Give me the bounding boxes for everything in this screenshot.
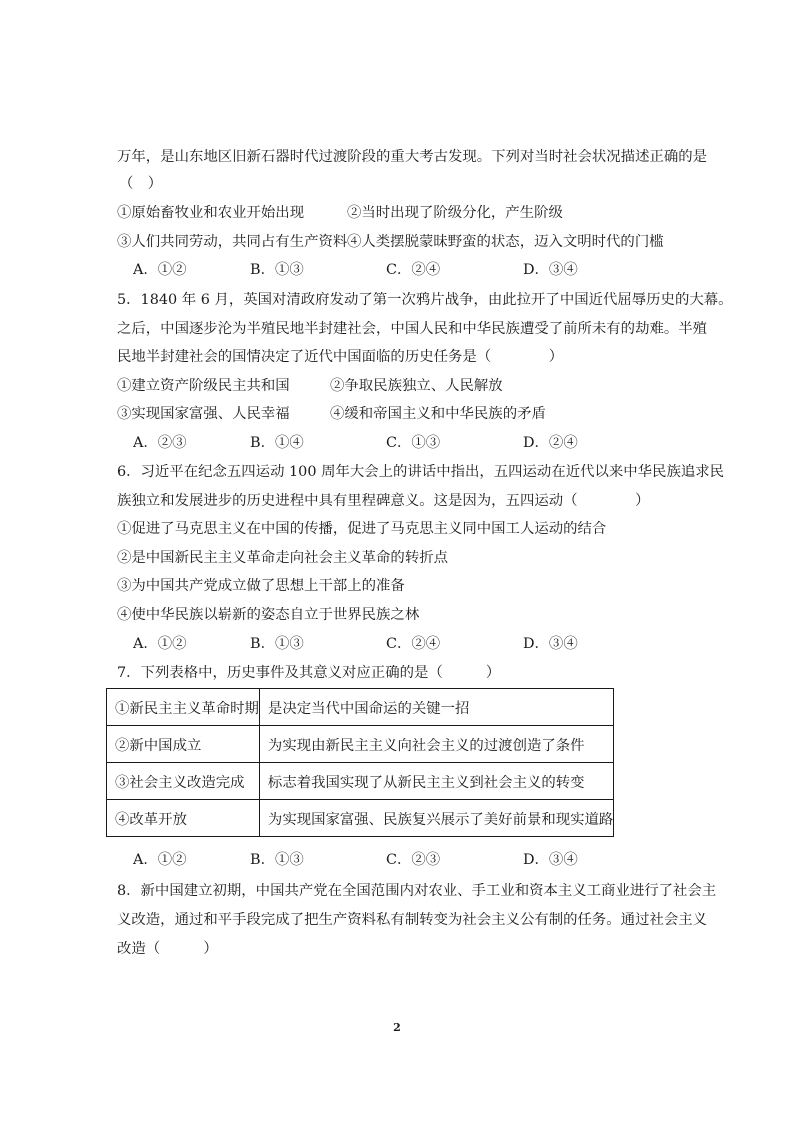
q8-stem-line-1: 8．新中国建立初期，中国共产党在全国范围内对农业、手工业和资本主义工商业进行了社会主 — [117, 883, 717, 899]
q7-option-a[interactable]: A．①② — [133, 852, 187, 868]
significance-cell: 为实现国家富强、民族复兴展示了美好前景和现实道路 — [259, 800, 613, 837]
table-row — [107, 726, 614, 763]
q8-stem-line-2: 义改造，通过和平手段完成了把生产资料私有制转变为社会主义公有制的任务。通过社会主义 — [117, 912, 708, 928]
q4-statement-3: ③人们共同劳动，共同占有生产资料 — [117, 234, 348, 250]
q5-option-c[interactable]: C．①③ — [386, 435, 441, 451]
q6-option-c[interactable]: C．②④ — [386, 636, 441, 652]
q6-statement-2: ②是中国新民主主义革命走向社会主义革命的转折点 — [117, 550, 448, 566]
event-cell: ①新民主主义革命时期 — [107, 689, 260, 726]
q8-stem-line-3: 改造（ ） — [117, 941, 218, 957]
significance-cell: 标志着我国实现了从新民主主义到社会主义的转变 — [259, 763, 613, 800]
q4-statement-2: ②当时出现了阶级分化，产生阶级 — [347, 205, 563, 221]
q4-option-a[interactable]: A．①② — [133, 262, 187, 278]
significance-cell: 为实现由新民主主义向社会主义的过渡创造了条件 — [259, 726, 613, 763]
q6-statement-1: ①促进了马克思主义在中国的传播，促进了马克思主义同中国工人运动的结合 — [117, 521, 607, 537]
q6-stem-line-1: 6．习近平在纪念五四运动 100 周年大会上的讲话中指出，五四运动在近代以来中华民族追求民 — [117, 464, 725, 480]
q6-option-b[interactable]: B．①③ — [250, 636, 304, 652]
q4-answer-blank: （ ） — [119, 176, 163, 192]
q6-stem-line-2: 族独立和发展进步的历史进程中具有里程碑意义。这是因为，五四运动（ ） — [117, 493, 650, 509]
q6-option-d[interactable]: D．③④ — [523, 636, 578, 652]
significance-cell: 是决定当代中国命运的关键一招 — [259, 689, 613, 726]
q5-option-b[interactable]: B．①④ — [250, 435, 304, 451]
q7-event-table — [106, 688, 614, 837]
q5-option-d[interactable]: D．②④ — [523, 435, 578, 451]
q5-statement-2: ②争取民族独立、人民解放 — [330, 378, 503, 394]
q5-statement-4: ④缓和帝国主义和中华民族的矛盾 — [330, 406, 546, 422]
table-row — [107, 689, 614, 726]
q5-statement-1: ①建立资产阶级民主共和国 — [117, 378, 290, 394]
event-cell: ③社会主义改造完成 — [107, 763, 260, 800]
q4-statement-4: ④人类摆脱蒙昧野蛮的状态，迈入文明时代的门槛 — [347, 234, 664, 250]
q5-stem-line-2: 之后，中国逐步沦为半殖民地半封建社会，中国人民和中华民族遭受了前所未有的劫难。半殖 — [117, 321, 708, 337]
page-number: 2 — [393, 1021, 401, 1034]
q5-stem-line-3: 民地半封建社会的国情决定了近代中国面临的历史任务是（ ） — [117, 349, 564, 365]
q4-option-b[interactable]: B．①③ — [250, 262, 304, 278]
q5-stem-line-1: 5．1840 年 6 月，英国对清政府发动了第一次鸦片战争，由此拉开了中国近代屈辱历史的大幕。 — [117, 292, 733, 308]
q7-option-c[interactable]: C．②③ — [386, 852, 441, 868]
q6-statement-3: ③为中国共产党成立做了思想上干部上的准备 — [117, 578, 405, 594]
table-row — [107, 800, 614, 837]
q7-stem: 7．下列表格中，历史事件及其意义对应正确的是（ ） — [117, 665, 501, 681]
event-cell: ④改革开放 — [107, 800, 260, 837]
q6-option-a[interactable]: A．①② — [133, 636, 187, 652]
q5-option-a[interactable]: A．②③ — [133, 435, 187, 451]
q4-option-d[interactable]: D．③④ — [523, 262, 578, 278]
q7-option-d[interactable]: D．③④ — [523, 852, 578, 868]
q5-statement-3: ③实现国家富强、人民幸福 — [117, 406, 290, 422]
q4-option-c[interactable]: C．②④ — [386, 262, 441, 278]
q7-option-b[interactable]: B．①③ — [250, 852, 304, 868]
event-cell: ②新中国成立 — [107, 726, 260, 763]
table-row — [107, 763, 614, 800]
q6-statement-4: ④使中华民族以崭新的姿态自立于世界民族之林 — [117, 607, 420, 623]
q4-statement-1: ①原始畜牧业和农业开始出现 — [117, 205, 305, 221]
q4-stem-line: 万年，是山东地区旧新石器时代过渡阶段的重大考古发现。下列对当时社会状况描述正确的是 — [117, 149, 708, 165]
